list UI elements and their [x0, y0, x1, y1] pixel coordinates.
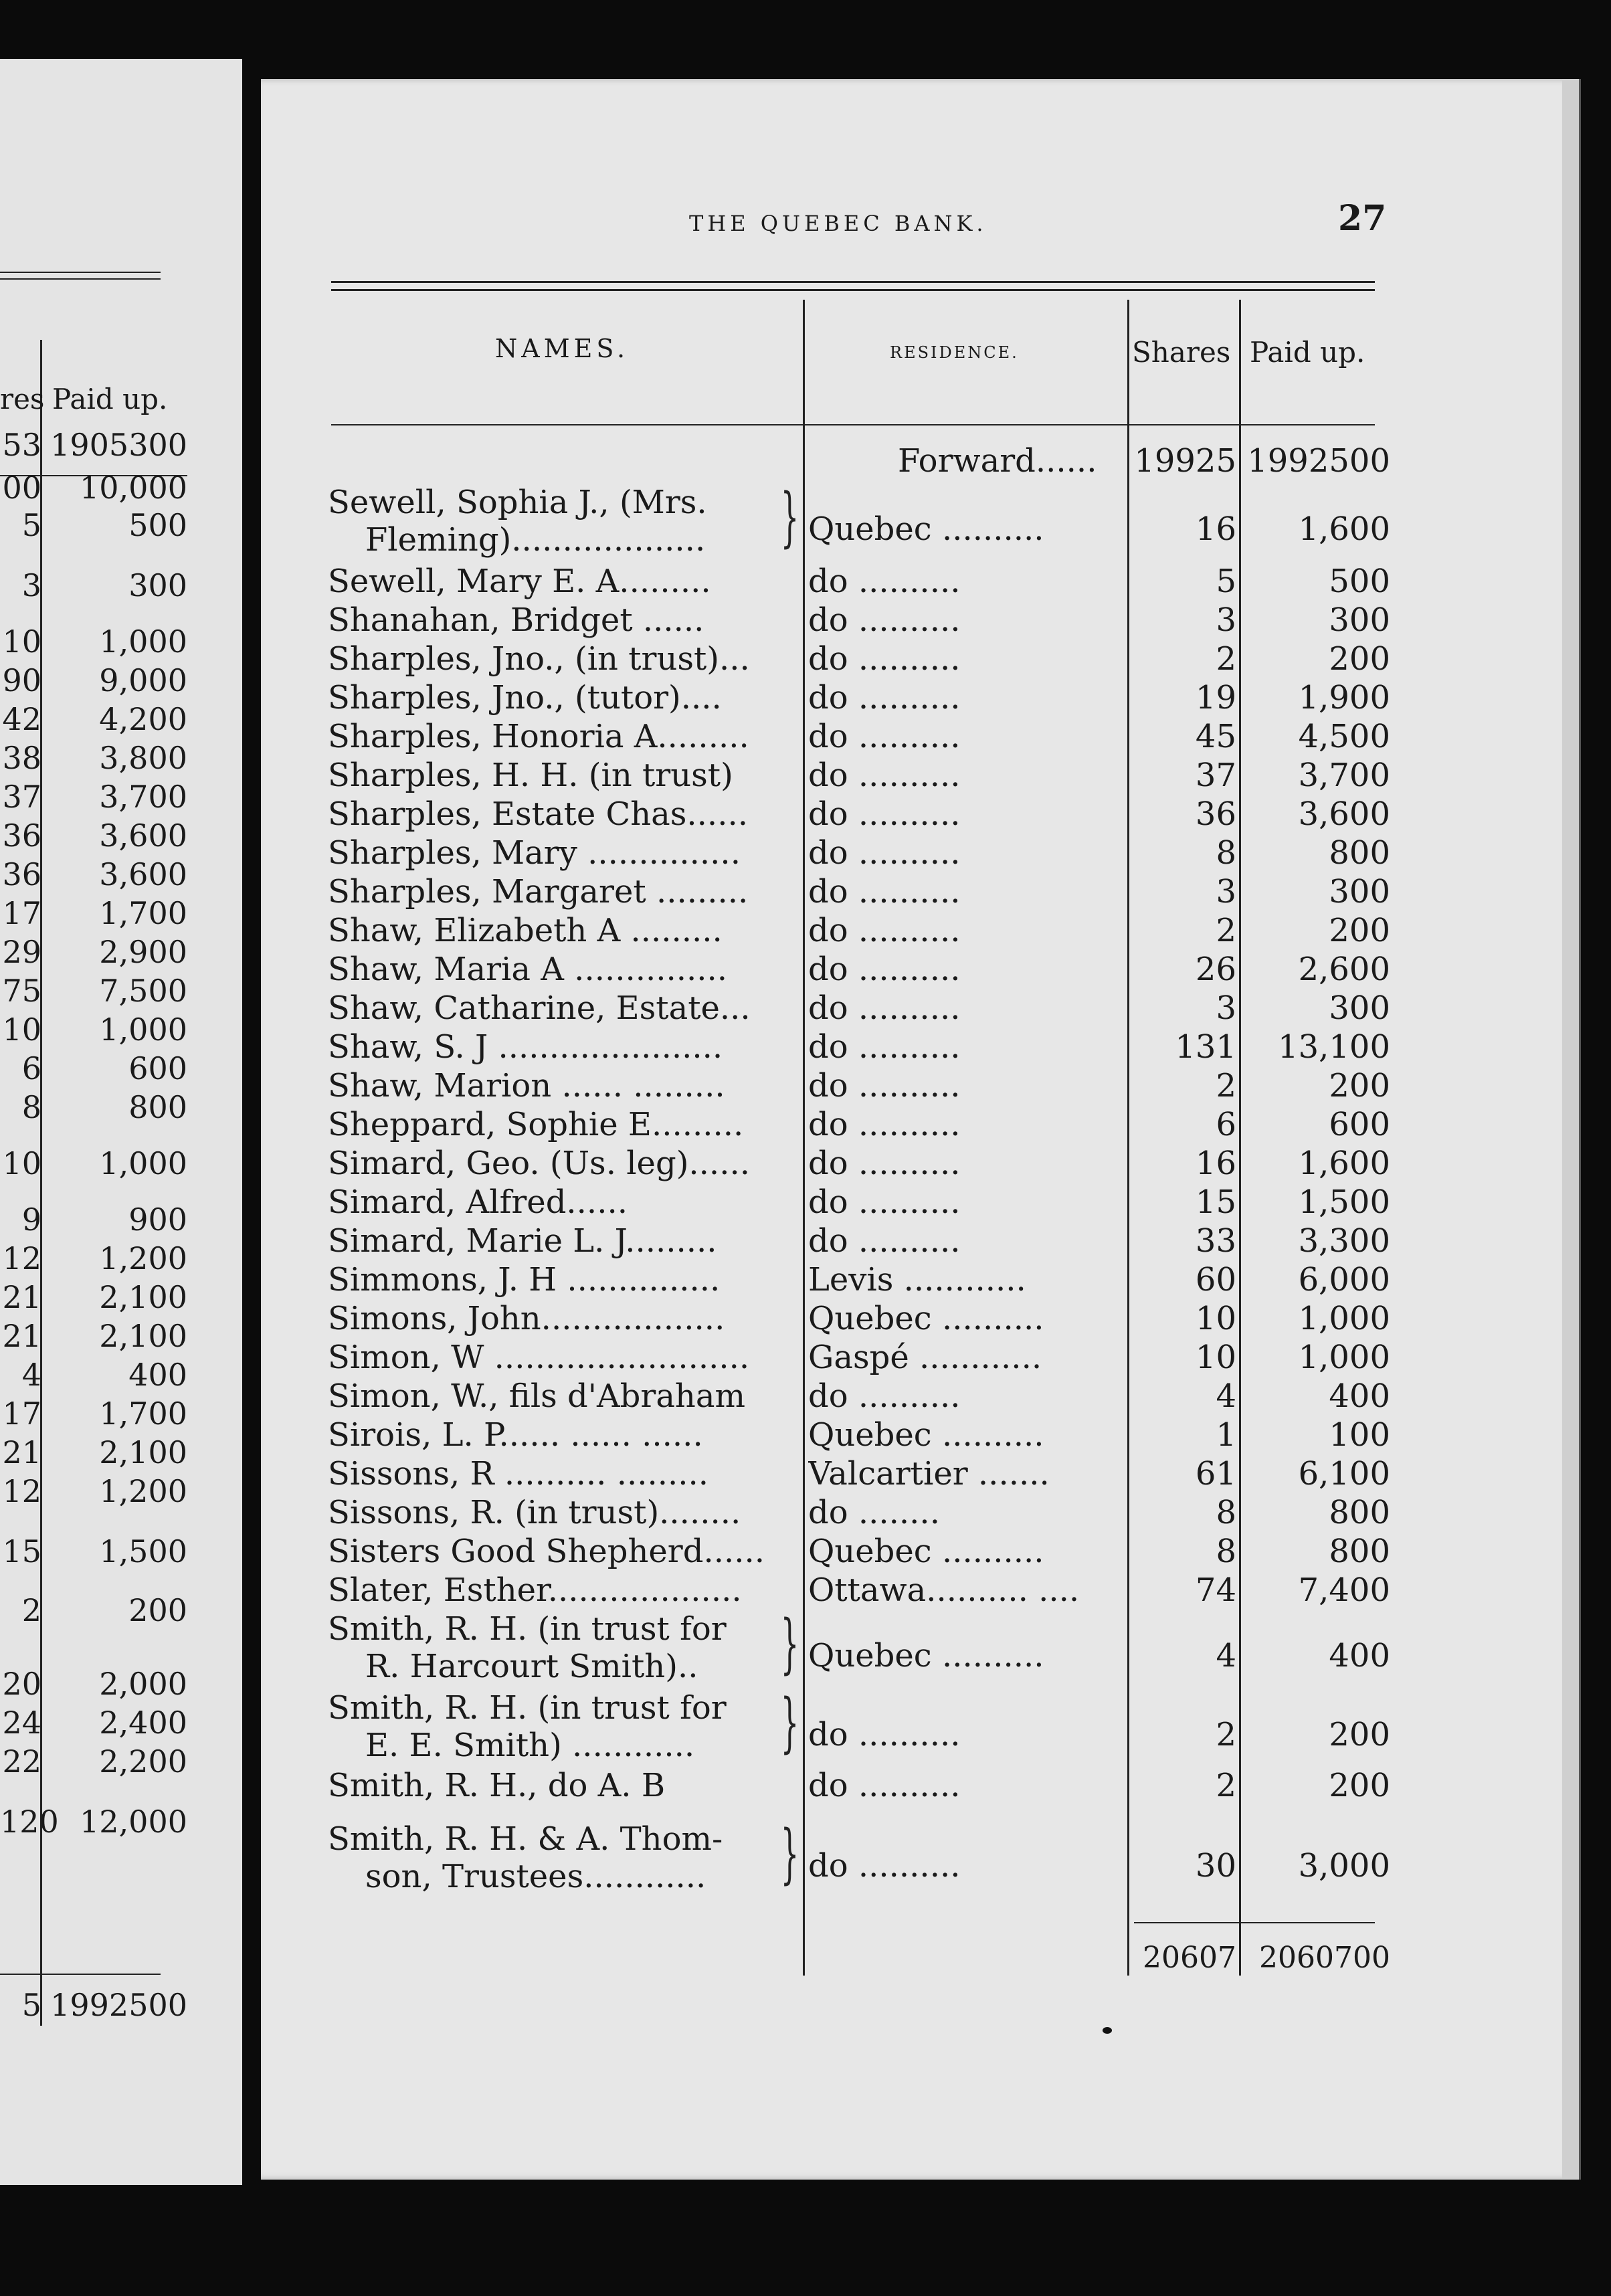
paid-up-value: 3,700: [1298, 757, 1390, 794]
paid-up-value: 1,900: [1298, 679, 1390, 716]
shareholder-name: Sharples, Margaret .........: [328, 873, 749, 911]
paid-up-value: 200: [1329, 1767, 1390, 1804]
left-shares-value: 53: [2, 427, 41, 463]
shares-value: 131: [1175, 1028, 1236, 1066]
residence-column-divider: [1127, 300, 1129, 1976]
left-paid-value: 3,700: [99, 779, 187, 815]
shares-value: 10: [1195, 1339, 1236, 1376]
residence: do ..........: [808, 951, 961, 988]
left-shares-value: 6: [21, 1050, 41, 1086]
shares-value: 30: [1195, 1847, 1236, 1885]
top-double-rule: [331, 281, 1375, 283]
top-double-rule: [331, 289, 1375, 291]
residence: do ..........: [808, 873, 961, 911]
residence: Ottawa.......... ....: [808, 1571, 1080, 1609]
shareholder-name: Shaw, S. J ......................: [328, 1028, 723, 1066]
shareholder-name: Simard, Geo. (Us. leg)......: [328, 1145, 750, 1182]
left-paid-value: 1,000: [99, 1145, 187, 1181]
shareholder-name-continued: Fleming)...................: [365, 521, 706, 559]
shareholder-name: Simard, Marie L. J.........: [328, 1222, 717, 1260]
residence: do ..........: [808, 757, 961, 794]
shareholder-name: Sisters Good Shepherd......: [328, 1533, 765, 1570]
shares-value: 3: [1216, 873, 1236, 911]
left-total-paid: 1992500: [50, 1987, 187, 2023]
shares-value: 74: [1195, 1571, 1236, 1609]
residence-header: RESIDENCE.: [890, 343, 1019, 362]
shareholder-name: Sirois, L. P...... ...... ......: [328, 1416, 703, 1454]
paid-up-value: 200: [1329, 1067, 1390, 1105]
shares-value: 8: [1216, 834, 1236, 872]
forward-paid: 1992500: [1247, 442, 1390, 480]
shareholder-name-continued: R. Harcourt Smith)..: [365, 1648, 698, 1685]
left-paid-value: 1,700: [99, 1396, 187, 1432]
paid-up-value: 1,000: [1298, 1300, 1390, 1337]
shareholder-name: Simon, W .........................: [328, 1339, 750, 1376]
paid-up-value: 4,500: [1298, 718, 1390, 755]
forward-shares: 19925: [1134, 442, 1236, 480]
shares-value: 26: [1195, 951, 1236, 988]
shares-value: 36: [1195, 795, 1236, 833]
left-paid-value: 1,500: [99, 1533, 187, 1569]
residence: do ........: [808, 1494, 940, 1531]
paid-up-value: 800: [1329, 1533, 1390, 1570]
residence: do ..........: [808, 1716, 961, 1753]
shares-value: 60: [1195, 1261, 1236, 1299]
left-paid-value: 1,200: [99, 1240, 187, 1276]
shareholder-name: Slater, Esther...................: [328, 1571, 742, 1609]
residence: do ..........: [808, 1377, 961, 1415]
left-shares-value: 22: [2, 1743, 41, 1780]
left-shares-value: 12: [2, 1240, 41, 1276]
shares-value: 10: [1195, 1300, 1236, 1337]
left-paid-value: 7,500: [99, 973, 187, 1009]
left-paid-value: 300: [128, 567, 187, 603]
shares-value: 2: [1216, 1716, 1236, 1753]
left-total-rule: [0, 1974, 161, 1975]
left-shares-value: 15: [2, 1533, 41, 1569]
paid-up-value: 6,000: [1298, 1261, 1390, 1299]
residence: do ..........: [808, 795, 961, 833]
left-paid-value: 9,000: [99, 662, 187, 698]
left-shares-value: 5: [21, 507, 41, 543]
residence: do ..........: [808, 1847, 961, 1885]
shareholder-name: Sharples, Jno., (in trust)...: [328, 640, 750, 678]
paid-up-value: 300: [1329, 601, 1390, 639]
left-paid-value: 2,200: [99, 1743, 187, 1780]
paid-up-value: 300: [1329, 873, 1390, 911]
residence: do ..........: [808, 989, 961, 1027]
paid-up-value: 1,500: [1298, 1183, 1390, 1221]
paid-up-value: 2,600: [1298, 951, 1390, 988]
residence: Levis ............: [808, 1261, 1026, 1299]
residence: do ..........: [808, 1106, 961, 1143]
shares-value: 19: [1195, 679, 1236, 716]
shares-value: 2: [1216, 1767, 1236, 1804]
left-shares-value: 17: [2, 1396, 41, 1432]
names-column-divider: [803, 300, 805, 1976]
shares-value: 2: [1216, 1067, 1236, 1105]
left-paid-value: 800: [128, 1089, 187, 1125]
header-rule: [331, 424, 1375, 425]
paid-up-value: 7,400: [1298, 1571, 1390, 1609]
left-paid-value: 2,100: [99, 1279, 187, 1315]
residence: do ..........: [808, 1767, 961, 1804]
left-paid-value: 10,000: [80, 470, 187, 506]
brace-mark: }: [780, 480, 799, 555]
left-paid-value: 600: [128, 1050, 187, 1086]
left-paid-value: 1,000: [99, 624, 187, 660]
paid-up-value: 100: [1329, 1416, 1390, 1454]
page-edge: [1562, 79, 1581, 2180]
brace-mark: }: [780, 1816, 799, 1891]
left-paid-value: 3,600: [99, 856, 187, 892]
residence: do ..........: [808, 601, 961, 639]
left-shares-value: 3: [21, 567, 41, 603]
residence: do ..........: [808, 1067, 961, 1105]
residence: Quebec ..........: [808, 1300, 1044, 1337]
residence: do ..........: [808, 1222, 961, 1260]
left-shares-value: 42: [2, 701, 41, 737]
left-shares-header: res: [0, 383, 45, 415]
shares-value: 3: [1216, 601, 1236, 639]
shareholder-name: Simard, Alfred......: [328, 1183, 628, 1221]
left-shares-value: 12: [2, 1473, 41, 1509]
left-shares-value: 29: [2, 934, 41, 970]
left-paid-value: 200: [128, 1592, 187, 1628]
paid-up-value: 300: [1329, 989, 1390, 1027]
left-paid-value: 900: [128, 1202, 187, 1238]
paid-up-header: Paid up.: [1250, 336, 1365, 369]
running-header: THE QUEBEC BANK.: [689, 211, 987, 236]
left-paid-value: 4,200: [99, 701, 187, 737]
shares-value: 4: [1216, 1637, 1236, 1675]
shareholder-name: Sharples, Jno., (tutor)....: [328, 679, 722, 716]
shares-value: 6: [1216, 1106, 1236, 1143]
shareholder-name-continued: son, Trustees............: [365, 1858, 706, 1895]
paid-up-value: 400: [1329, 1637, 1390, 1675]
left-paid-value: 2,100: [99, 1434, 187, 1470]
left-paid-value: 1,000: [99, 1012, 187, 1048]
shareholder-name: Sharples, Honoria A.........: [328, 718, 749, 755]
left-shares-value: 120: [0, 1804, 59, 1840]
shares-value: 2: [1216, 640, 1236, 678]
left-paid-value: 3,600: [99, 818, 187, 854]
shareholder-name: Sheppard, Sophie E.........: [328, 1106, 744, 1143]
left-shares-value: 10: [2, 1145, 41, 1181]
page-number: 27: [1338, 198, 1387, 239]
residence: Quebec ..........: [808, 510, 1044, 548]
shares-value: 8: [1216, 1494, 1236, 1531]
paid-up-value: 800: [1329, 1494, 1390, 1531]
total-rule: [1134, 1922, 1375, 1923]
shareholder-name: Sharples, Mary ...............: [328, 834, 741, 872]
left-paid-value: 1905300: [50, 427, 187, 463]
left-shares-value: 90: [2, 662, 41, 698]
residence: do ..........: [808, 1028, 961, 1066]
shareholder-name: Simon, W., fils d'Abraham: [328, 1377, 745, 1415]
left-paid-value: 2,900: [99, 934, 187, 970]
left-paid-value: 1,200: [99, 1473, 187, 1509]
forward-label: Forward......: [898, 442, 1097, 480]
left-page-rule: [0, 272, 161, 273]
residence: do ..........: [808, 1145, 961, 1182]
paid-up-value: 3,600: [1298, 795, 1390, 833]
shareholder-name: Shaw, Maria A ...............: [328, 951, 728, 988]
left-page-rule: [0, 278, 161, 280]
residence: do ..........: [808, 640, 961, 678]
brace-mark: }: [780, 1685, 799, 1760]
paid-up-value: 1,000: [1298, 1339, 1390, 1376]
left-shares-value: 36: [2, 818, 41, 854]
residence: Quebec ..........: [808, 1416, 1044, 1454]
shareholder-name-continued: E. E. Smith) ............: [365, 1727, 695, 1764]
paid-up-value: 13,100: [1278, 1028, 1390, 1066]
paid-up-value: 3,000: [1298, 1847, 1390, 1885]
residence: do ..........: [808, 718, 961, 755]
paid-up-value: 1,600: [1298, 510, 1390, 548]
left-paid-value: 500: [128, 507, 187, 543]
left-shares-value: 10: [2, 1012, 41, 1048]
left-shares-value: 21: [2, 1279, 41, 1315]
left-paid-header: Paid up.: [52, 383, 168, 415]
left-page-fragment: [0, 59, 242, 2185]
left-paid-value: 1,700: [99, 895, 187, 931]
shareholder-name: Sissons, R .......... .........: [328, 1455, 709, 1493]
shareholder-name: Shanahan, Bridget ......: [328, 601, 704, 639]
total-shares: 20607: [1143, 1941, 1236, 1975]
shares-column-divider: [1239, 300, 1241, 1976]
shareholder-name: Sharples, Estate Chas......: [328, 795, 748, 833]
paid-up-value: 6,100: [1298, 1455, 1390, 1493]
left-shares-value: 17: [2, 895, 41, 931]
paid-up-value: 1,600: [1298, 1145, 1390, 1182]
paid-up-value: 200: [1329, 912, 1390, 949]
shareholder-name: Simons, John..................: [328, 1300, 725, 1337]
left-shares-value: 37: [2, 779, 41, 815]
left-paid-value: 2,400: [99, 1705, 187, 1741]
shares-value: 37: [1195, 757, 1236, 794]
shares-value: 61: [1195, 1455, 1236, 1493]
shares-value: 33: [1195, 1222, 1236, 1260]
residence: Quebec ..........: [808, 1533, 1044, 1570]
shareholder-name: Shaw, Marion ...... .........: [328, 1067, 725, 1105]
shares-value: 2: [1216, 912, 1236, 949]
print-speck: [1103, 2027, 1112, 2034]
residence: Quebec ..........: [808, 1637, 1044, 1675]
residence: Valcartier .......: [808, 1455, 1050, 1493]
left-shares-value: 4: [21, 1357, 41, 1393]
left-shares-value: 20: [2, 1666, 41, 1702]
left-paid-value: 400: [128, 1357, 187, 1393]
brace-mark: }: [780, 1606, 799, 1681]
shareholder-name: Shaw, Catharine, Estate...: [328, 989, 751, 1027]
residence: do ..........: [808, 834, 961, 872]
total-paid: 2060700: [1259, 1941, 1390, 1975]
shareholder-name: Sewell, Mary E. A.........: [328, 563, 711, 600]
left-shares-value: 9: [21, 1202, 41, 1238]
left-shares-value: 2: [21, 1592, 41, 1628]
paid-up-value: 200: [1329, 640, 1390, 678]
shares-value: 3: [1216, 989, 1236, 1027]
shareholder-name: Smith, R. H. (in trust for: [328, 1610, 727, 1648]
residence: do ..........: [808, 1183, 961, 1221]
paid-up-value: 3,300: [1298, 1222, 1390, 1260]
residence: do ..........: [808, 679, 961, 716]
shareholder-name: Smith, R. H. & A. Thom-: [328, 1820, 723, 1858]
shareholder-name: Smith, R. H. (in trust for: [328, 1689, 727, 1727]
left-paid-value: 2,000: [99, 1666, 187, 1702]
left-paid-value: 3,800: [99, 740, 187, 776]
shares-header: Shares: [1132, 336, 1231, 369]
left-shares-value: 21: [2, 1434, 41, 1470]
paid-up-value: 600: [1329, 1106, 1390, 1143]
shares-value: 15: [1195, 1183, 1236, 1221]
shares-value: 8: [1216, 1533, 1236, 1570]
left-shares-value: 10: [2, 624, 41, 660]
left-total-shares: 5: [21, 1987, 41, 2023]
shareholder-name: Sissons, R. (in trust)........: [328, 1494, 741, 1531]
shares-value: 45: [1195, 718, 1236, 755]
shares-value: 5: [1216, 563, 1236, 600]
left-shares-value: 00: [2, 470, 41, 506]
shareholder-name: Smith, R. H., do A. B: [328, 1767, 666, 1804]
left-shares-value: 75: [2, 973, 41, 1009]
shareholder-name: Shaw, Elizabeth A .........: [328, 912, 723, 949]
residence: do ..........: [808, 563, 961, 600]
shareholder-name: Sharples, H. H. (in trust): [328, 757, 733, 794]
shares-value: 16: [1195, 510, 1236, 548]
residence: Gaspé ............: [808, 1339, 1042, 1376]
paid-up-value: 400: [1329, 1377, 1390, 1415]
paid-up-value: 800: [1329, 834, 1390, 872]
shares-value: 4: [1216, 1377, 1236, 1415]
left-shares-value: 8: [21, 1089, 41, 1125]
paid-up-value: 200: [1329, 1716, 1390, 1753]
names-header: NAMES.: [495, 334, 630, 363]
paid-up-value: 500: [1329, 563, 1390, 600]
left-paid-value: 12,000: [80, 1804, 187, 1840]
left-paid-value: 2,100: [99, 1318, 187, 1354]
shareholder-name: Simmons, J. H ...............: [328, 1261, 721, 1299]
shareholder-name: Sewell, Sophia J., (Mrs.: [328, 484, 707, 521]
left-shares-value: 24: [2, 1705, 41, 1741]
left-shares-value: 21: [2, 1318, 41, 1354]
left-shares-value: 36: [2, 856, 41, 892]
residence: do ..........: [808, 912, 961, 949]
shares-value: 1: [1216, 1416, 1236, 1454]
shares-value: 16: [1195, 1145, 1236, 1182]
left-shares-value: 38: [2, 740, 41, 776]
